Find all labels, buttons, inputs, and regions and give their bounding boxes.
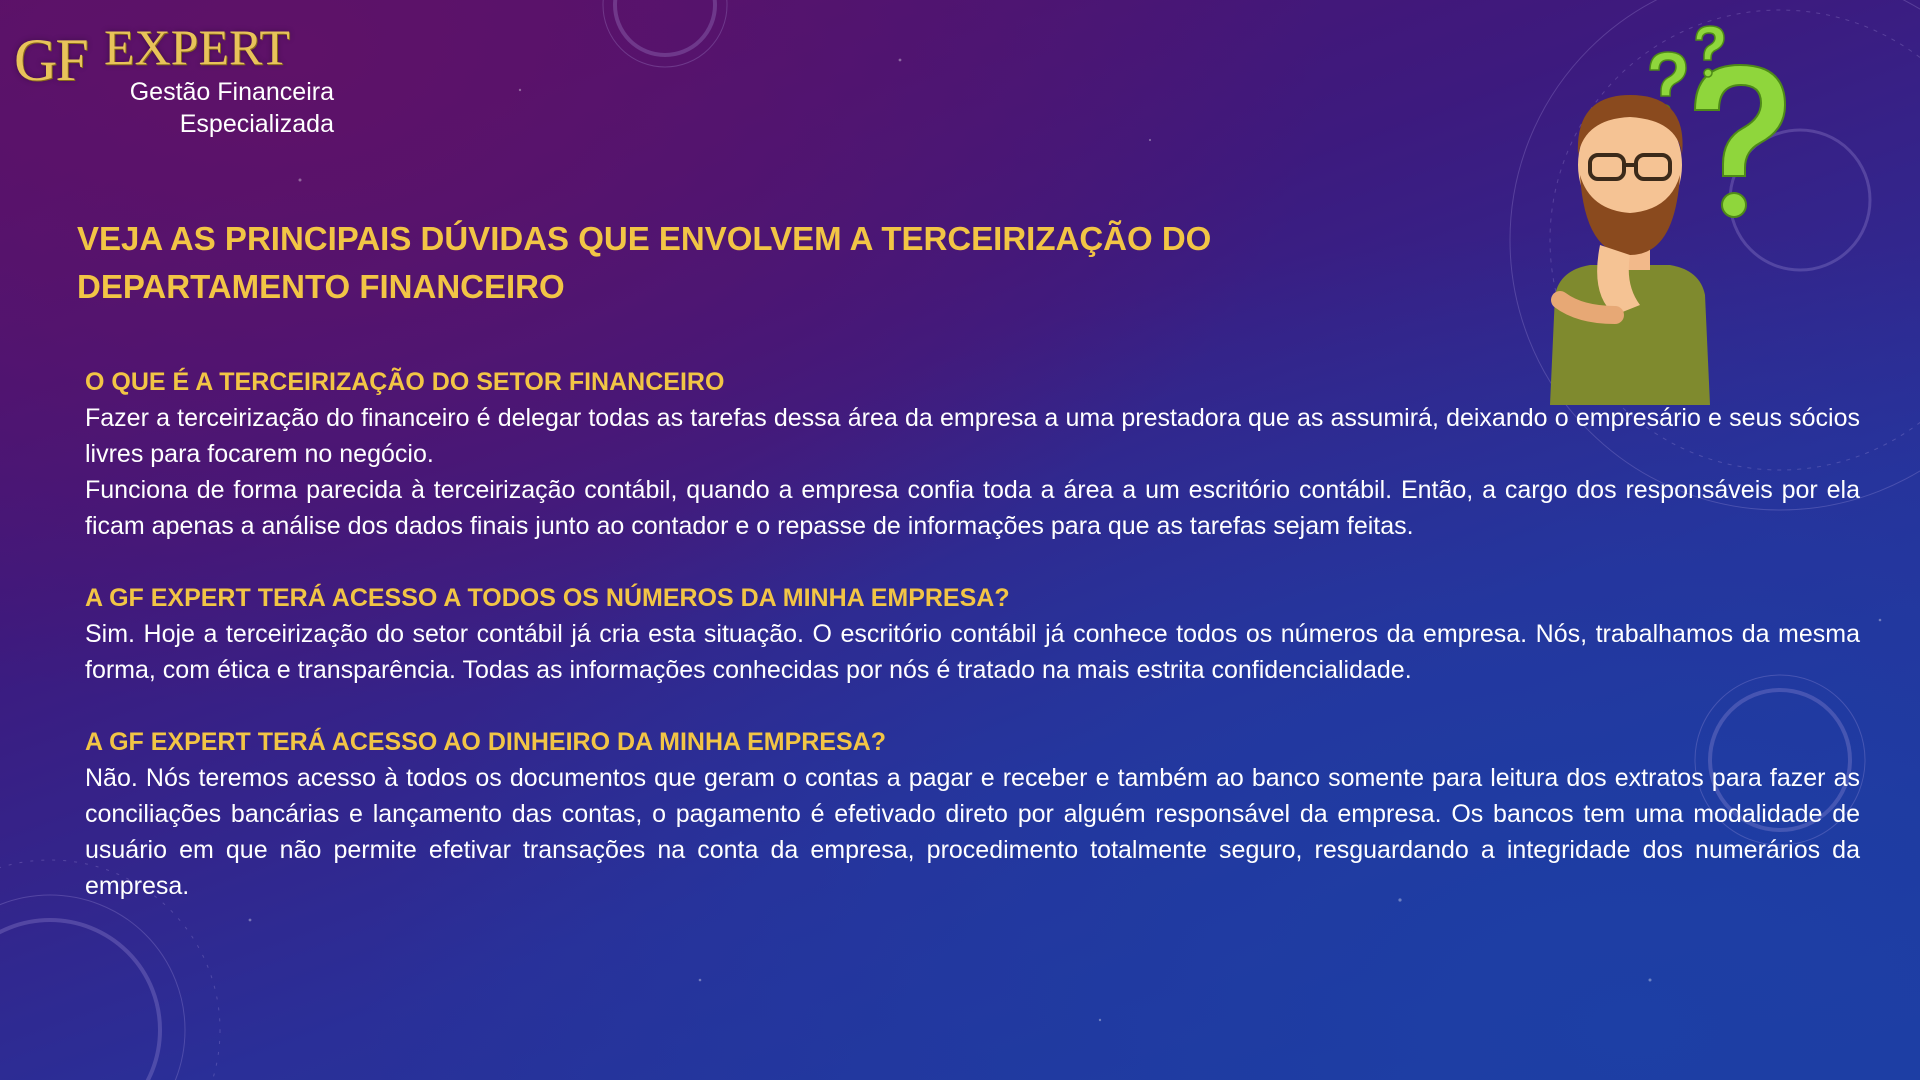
- faq-question: O QUE É A TERCEIRIZAÇÃO DO SETOR FINANCEIRO: [85, 368, 725, 396]
- logo-gf-text: GF: [14, 27, 87, 93]
- logo-subtitle-line-2: Especializada: [179, 110, 334, 138]
- faq-section: [85, 580, 1860, 688]
- faq-section: [85, 724, 1860, 904]
- question-mark-icon: [1695, 65, 1785, 217]
- faq-content: [85, 364, 1860, 940]
- faq-answer-paragraph: Funciona de forma parecida à terceirização contábil, quando a empresa confia toda a área a um escritório contábil. Então, a cargo dos responsáveis por ela ficam apenas a análise dos dados finais junto ao contador e o repasse de informações para que as tarefas sejam feitas.: [85, 476, 1860, 540]
- logo-subtitle-line-1: Gestão Financeira: [129, 78, 334, 106]
- faq-question: A GF EXPERT TERÁ ACESSO A TODOS OS NÚMEROS DA MINHA EMPRESA?: [85, 584, 1010, 612]
- faq-answer-paragraph: Não. Nós teremos acesso à todos os documentos que geram o contas a pagar e receber e também ao banco somente para leitura dos extratos para fazer as conciliações bancárias e lançamento das contas, o pagamento é efetivado direto por alguém responsável da empresa. Os bancos tem uma modalidade de usuário em que não permite efetivar transações na conta da empresa, procedimento totalmente seguro, resguardando a integridade dos numerários da empresa.: [85, 764, 1860, 900]
- thinking-man-icon: [1530, 15, 1790, 405]
- brand-logo: [14, 18, 334, 143]
- faq-answer-paragraph: Fazer a terceirização do financeiro é delegar todas as tarefas dessa área da empresa a uma prestadora que as assumirá, deixando o empresário e seus sócios livres para focarem no negócio.: [85, 404, 1860, 468]
- faq-section: [85, 364, 1860, 544]
- page-title: VEJA AS PRINCIPAIS DÚVIDAS QUE ENVOLVEM A TERCEIRIZAÇÃO DO DEPARTAMENTO FINANCEIRO: [77, 220, 1212, 305]
- logo-subtitle: [130, 76, 334, 140]
- logo-expert-text: EXPERT: [104, 19, 290, 75]
- faq-question: A GF EXPERT TERÁ ACESSO AO DINHEIRO DA MINHA EMPRESA?: [85, 728, 886, 756]
- faq-answer-paragraph: Sim. Hoje a terceirização do setor contábil já cria esta situação. O escritório contábil já conhece todos os números da empresa. Nós, trabalhamos da mesma forma, com ética e transparência. Todas as informações conhecidas por nós é tratado na mais estrita confidencialidade.: [85, 620, 1860, 684]
